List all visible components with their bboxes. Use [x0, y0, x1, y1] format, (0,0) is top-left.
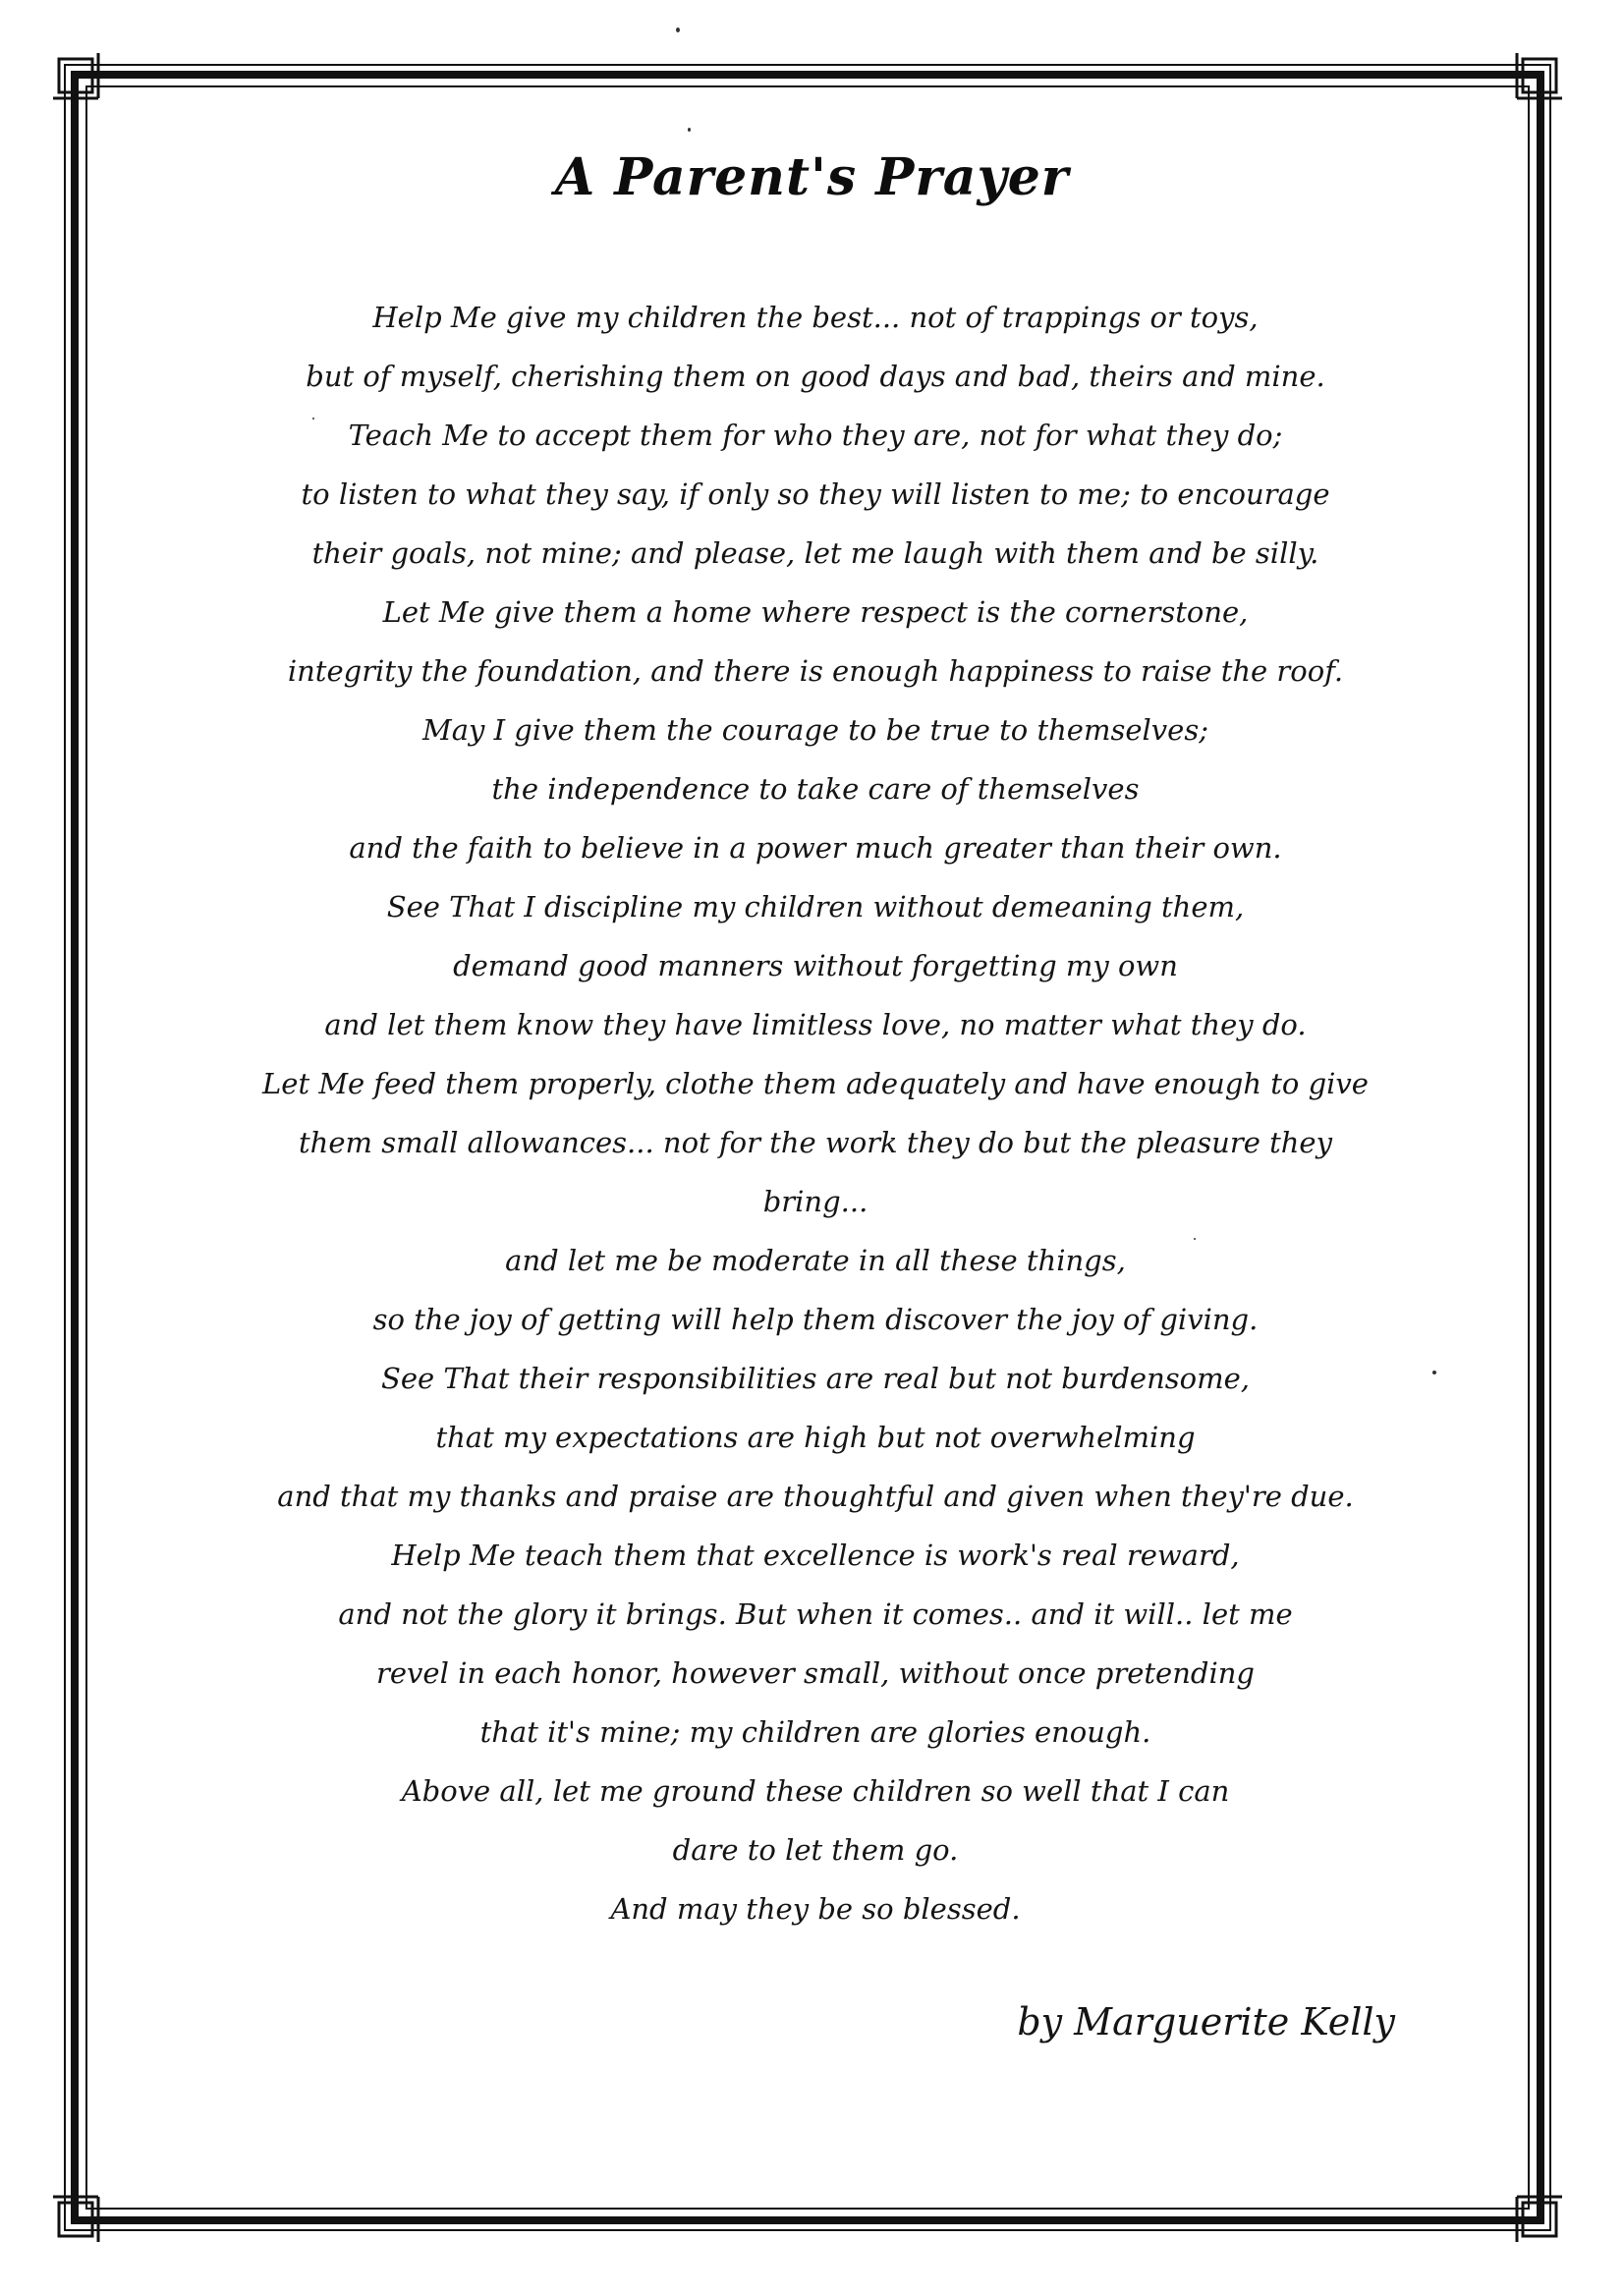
poem-body — [147, 288, 1484, 1938]
poem-line: them small allowances... not for the work they do but the pleasure they — [299, 1126, 1332, 1159]
poem-line: dare to let them go. — [672, 1833, 959, 1867]
poem-line: demand good manners without forgetting my own — [453, 949, 1178, 982]
poem-line: their goals, not mine; and please, let me laugh with them and be silly. — [311, 536, 1319, 570]
author-signature: by Marguerite Kelly — [1017, 2000, 1395, 2044]
poem-line: See That I discipline my children without demeaning them, — [386, 890, 1245, 924]
poem-line: and let me be moderate in all these things, — [505, 1244, 1126, 1277]
poem-line: integrity the foundation, and there is enough happiness to raise the roof. — [287, 654, 1344, 688]
poem-line: but of myself, cherishing them on good days and bad, theirs and mine. — [306, 360, 1325, 393]
scan-speck — [676, 28, 680, 32]
poem-line: Let Me give them a home where respect is the cornerstone, — [382, 595, 1249, 629]
poem-line: so the joy of getting will help them discover the joy of giving. — [372, 1303, 1259, 1336]
poem-line: to listen to what they say, if only so they will listen to me; to encourage — [301, 477, 1330, 511]
poem-line: Help Me teach them that excellence is work's real reward, — [391, 1539, 1240, 1572]
poem-line: bring... — [762, 1185, 868, 1218]
poem-line: and let them know they have limitless love, no matter what they do. — [324, 1008, 1307, 1041]
poem-line: See That their responsibilities are real but not burdensome, — [381, 1362, 1250, 1395]
scan-speck — [688, 128, 691, 132]
poem-line: Let Me feed them properly, clothe them adequately and have enough to give — [262, 1067, 1369, 1100]
poem-line: and not the glory it brings. But when it comes.. and it will.. let me — [338, 1597, 1293, 1631]
poem-line: Above all, let me ground these children so well that I can — [401, 1774, 1230, 1808]
poem-line: that it's mine; my children are glories enough. — [479, 1715, 1151, 1749]
poem-line: Help Me give my children the best... not of trappings or toys, — [372, 301, 1259, 334]
poem-line: that my expectations are high but not overwhelming — [435, 1421, 1196, 1454]
poem-line: revel in each honor, however small, without once pretending — [376, 1656, 1255, 1690]
poem-line: Teach Me to accept them for who they are, not for what they do; — [348, 419, 1283, 452]
poem-line: and that my thanks and praise are thoughtful and given when they're due. — [277, 1480, 1354, 1513]
poem-line: the independence to take care of themselves — [491, 772, 1140, 806]
poem-line: May I give them the courage to be true to themselves; — [422, 713, 1208, 747]
poem-line: And may they be so blessed. — [610, 1892, 1021, 1926]
document-title: A Parent's Prayer — [554, 147, 1070, 207]
poem-line: and the faith to believe in a power much greater than their own. — [349, 831, 1282, 865]
